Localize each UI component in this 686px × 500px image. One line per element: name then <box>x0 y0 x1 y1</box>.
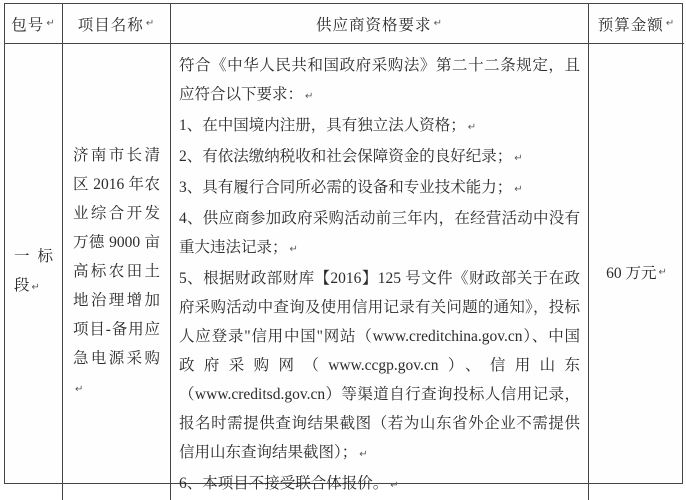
header-budget-amount-label: 预算金额 <box>597 16 664 34</box>
paragraph-mark-icon: ↵ <box>390 480 399 491</box>
cell-qualifications <box>171 44 589 500</box>
header-project-name-label: 项目名称 <box>77 16 144 34</box>
budget-value: 60 万元 <box>606 265 657 282</box>
header-package-no <box>5 4 63 44</box>
requirement-item-5 <box>179 264 580 469</box>
paragraph-mark-icon: ↵ <box>359 449 368 460</box>
cell-budget <box>589 44 684 500</box>
cell-package-no <box>5 44 63 500</box>
requirement-item-1 <box>179 111 580 142</box>
header-supplier-qualifications <box>171 4 589 44</box>
requirement-item-6 <box>179 469 580 500</box>
paragraph-mark-icon: ↵ <box>433 18 443 29</box>
paragraph-mark-icon: ↵ <box>31 282 40 293</box>
paragraph-mark-icon: ↵ <box>75 383 84 395</box>
paragraph-mark-icon: ↵ <box>514 184 523 195</box>
requirement-item-5-text: 5、根据财政部财库【2016】125 号文件《财政部关于在政府采购活动中查询及使用信用记录有关问题的通知》，投标人应登录"信用中国"网站（www.creditchina.gov.cn）、中国政府采购网（www.ccgp.gov.cn）、信用山东（www.creditsd.gov.cn）等渠道自行查询投标人信用记录，报名时需提供查询结果截图（若为山东省外企业不需提供信用山东查询结果截图）； <box>179 270 580 461</box>
paragraph-mark-icon: ↵ <box>46 18 56 29</box>
requirement-item-2-text: 2、有依法缴纳税收和社会保障资金的良好纪录； <box>179 148 513 165</box>
qualification-table <box>4 3 683 492</box>
header-supplier-qualifications-label: 供应商资格要求 <box>316 16 432 34</box>
project-name-value: 济南市长清区 2016 年农业综合开发万德 9000 亩高标农田土地治理增加项目-备用应急电源采购 <box>73 146 160 367</box>
paragraph-mark-icon: ↵ <box>665 18 676 29</box>
package-no-text-block <box>5 242 62 302</box>
paragraph-mark-icon: ↵ <box>658 266 667 278</box>
cell-project-name <box>63 44 171 500</box>
paragraph-mark-icon: ↵ <box>514 153 523 164</box>
header-package-no-label: 包号 <box>11 16 45 34</box>
requirement-intro <box>179 51 580 111</box>
requirement-item-3-text: 3、具有履行合同所必需的设备和专业技术能力； <box>179 179 513 196</box>
requirement-item-4 <box>179 204 580 264</box>
paragraph-mark-icon: ↵ <box>305 91 314 102</box>
header-budget-amount <box>589 4 684 44</box>
requirement-item-3 <box>179 173 580 204</box>
paragraph-mark-icon: ↵ <box>145 18 156 29</box>
requirement-intro-text: 符合《中华人民共和国政府采购法》第二十二条规定，且应符合以下要求： <box>179 57 580 103</box>
paragraph-mark-icon: ↵ <box>289 244 298 255</box>
header-project-name <box>63 4 171 44</box>
requirement-item-4-text: 4、供应商参加政府采购活动前三年内，在经营活动中没有重大违法记录； <box>179 210 580 256</box>
project-name-text-block <box>63 141 170 404</box>
requirement-item-1-text: 1、在中国境内注册，具有独立法人资格； <box>179 117 466 134</box>
requirement-item-2 <box>179 142 580 173</box>
requirement-item-6-text: 6、本项目不接受联合体报价。 <box>179 475 389 492</box>
paragraph-mark-icon: ↵ <box>467 122 477 133</box>
package-no-value: 一标段 <box>14 248 53 294</box>
